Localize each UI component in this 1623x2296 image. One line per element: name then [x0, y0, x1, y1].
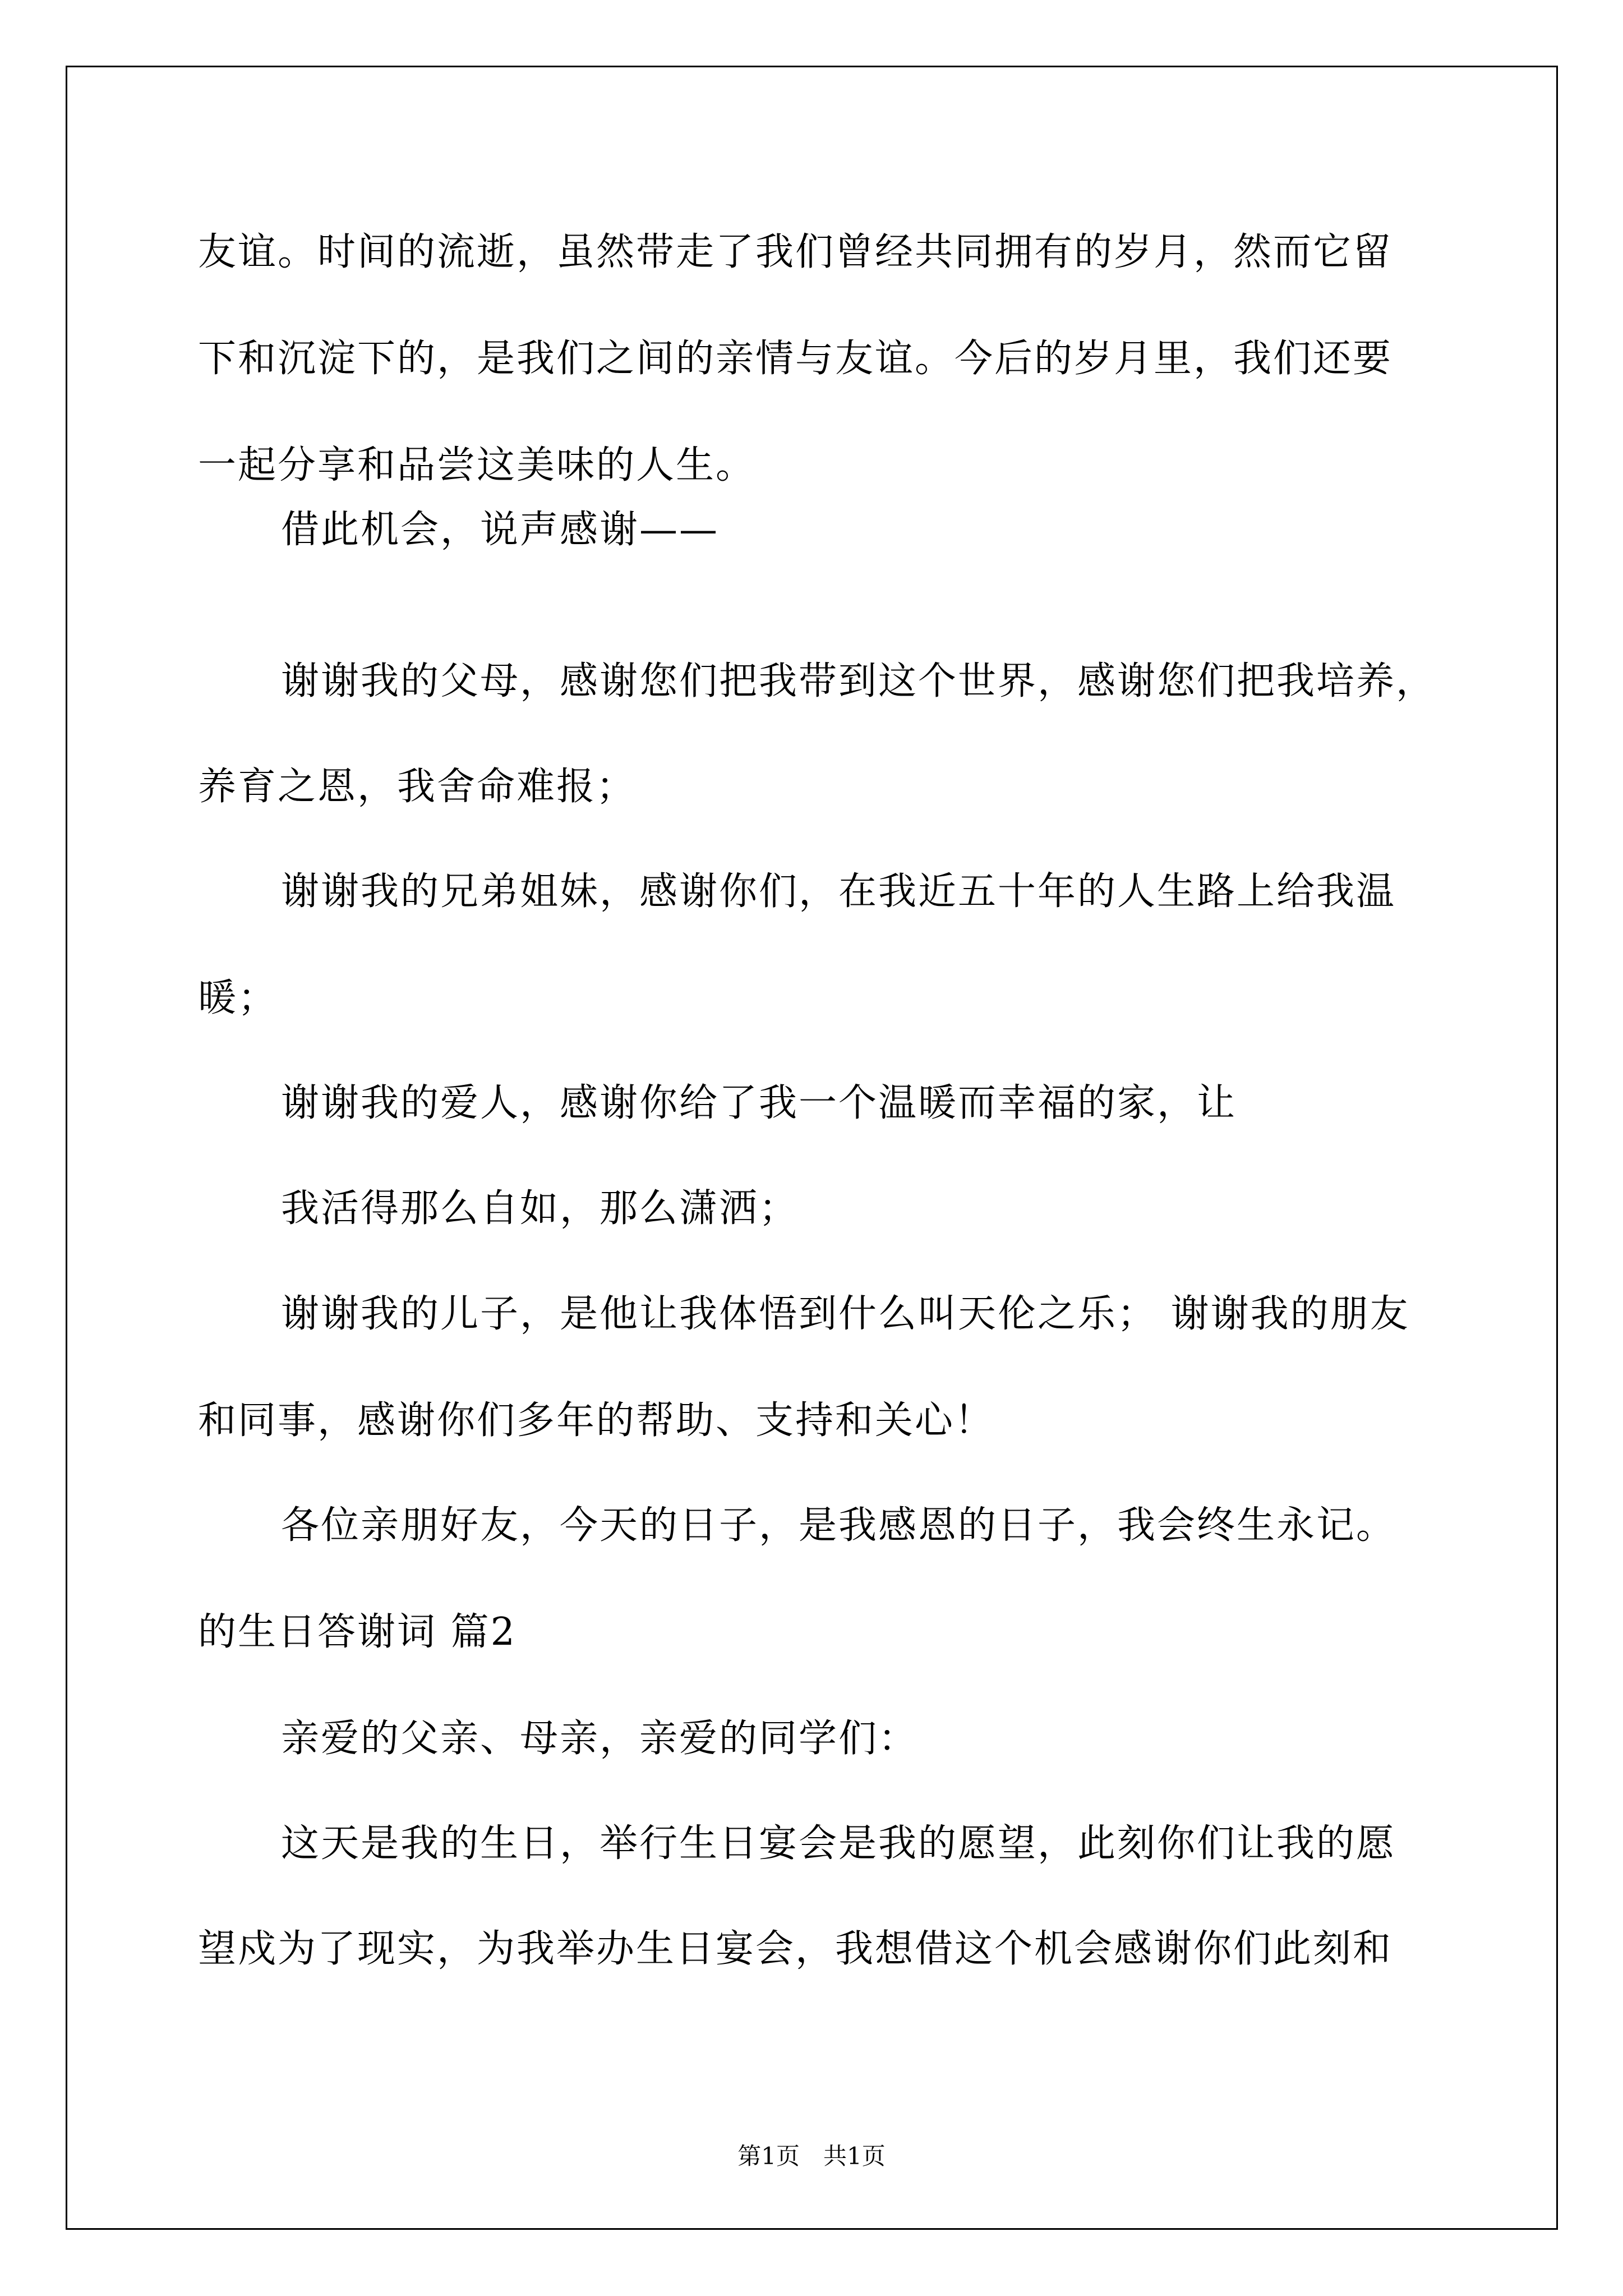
- text-line: 和同事，感谢你们多年的帮助、支持和关心！: [198, 1398, 995, 1443]
- text-line: 暖；: [198, 976, 278, 1020]
- text-line: 养育之恩，我舍命难报；: [198, 765, 637, 809]
- text-line: 下和沉淀下的，是我们之间的亲情与友谊。今后的岁月里，我们还要: [198, 337, 1393, 381]
- text-line: 友谊。时间的流逝，虽然带走了我们曾经共同拥有的岁月，然而它留: [198, 230, 1393, 274]
- text-line: 亲爱的父亲、母亲，亲爱的同学们：: [281, 1717, 919, 1761]
- text-line: 谢谢我的兄弟姐妹，感谢你们，在我近五十年的人生路上给我温: [281, 869, 1396, 914]
- text-line: 借此机会，说声感谢——: [281, 508, 720, 552]
- text-line: 谢谢我的父母，感谢您们把我带到这个世界，感谢您们把我培养，: [281, 659, 1436, 703]
- text-line: 一起分享和品尝这美味的人生。: [198, 443, 756, 487]
- text-line: 谢谢我的爱人，感谢你给了我一个温暖而幸福的家，让: [281, 1081, 1237, 1125]
- text-line: 望戍为了现实，为我举办生日宴会，我想借这个机会感谢你们此刻和: [198, 1927, 1393, 1971]
- text-line: 各位亲朋好友，今天的日子，是我感恩的日子，我会终生永记。: [281, 1503, 1396, 1548]
- page-number: 第1页 共1页: [737, 2142, 886, 2170]
- text-line: 谢谢我的儿子，是他让我体悟到什么叫天伦之乐； 谢谢我的朋友: [281, 1292, 1410, 1336]
- section-heading: 的生日答谢词 篇2: [198, 1610, 517, 1654]
- text-line: 这天是我的生日，举行生日宴会是我的愿望，此刻你们让我的愿: [281, 1821, 1396, 1866]
- text-line: 我活得那么自如，那么潇洒；: [281, 1186, 799, 1231]
- page-border: [66, 66, 1558, 2230]
